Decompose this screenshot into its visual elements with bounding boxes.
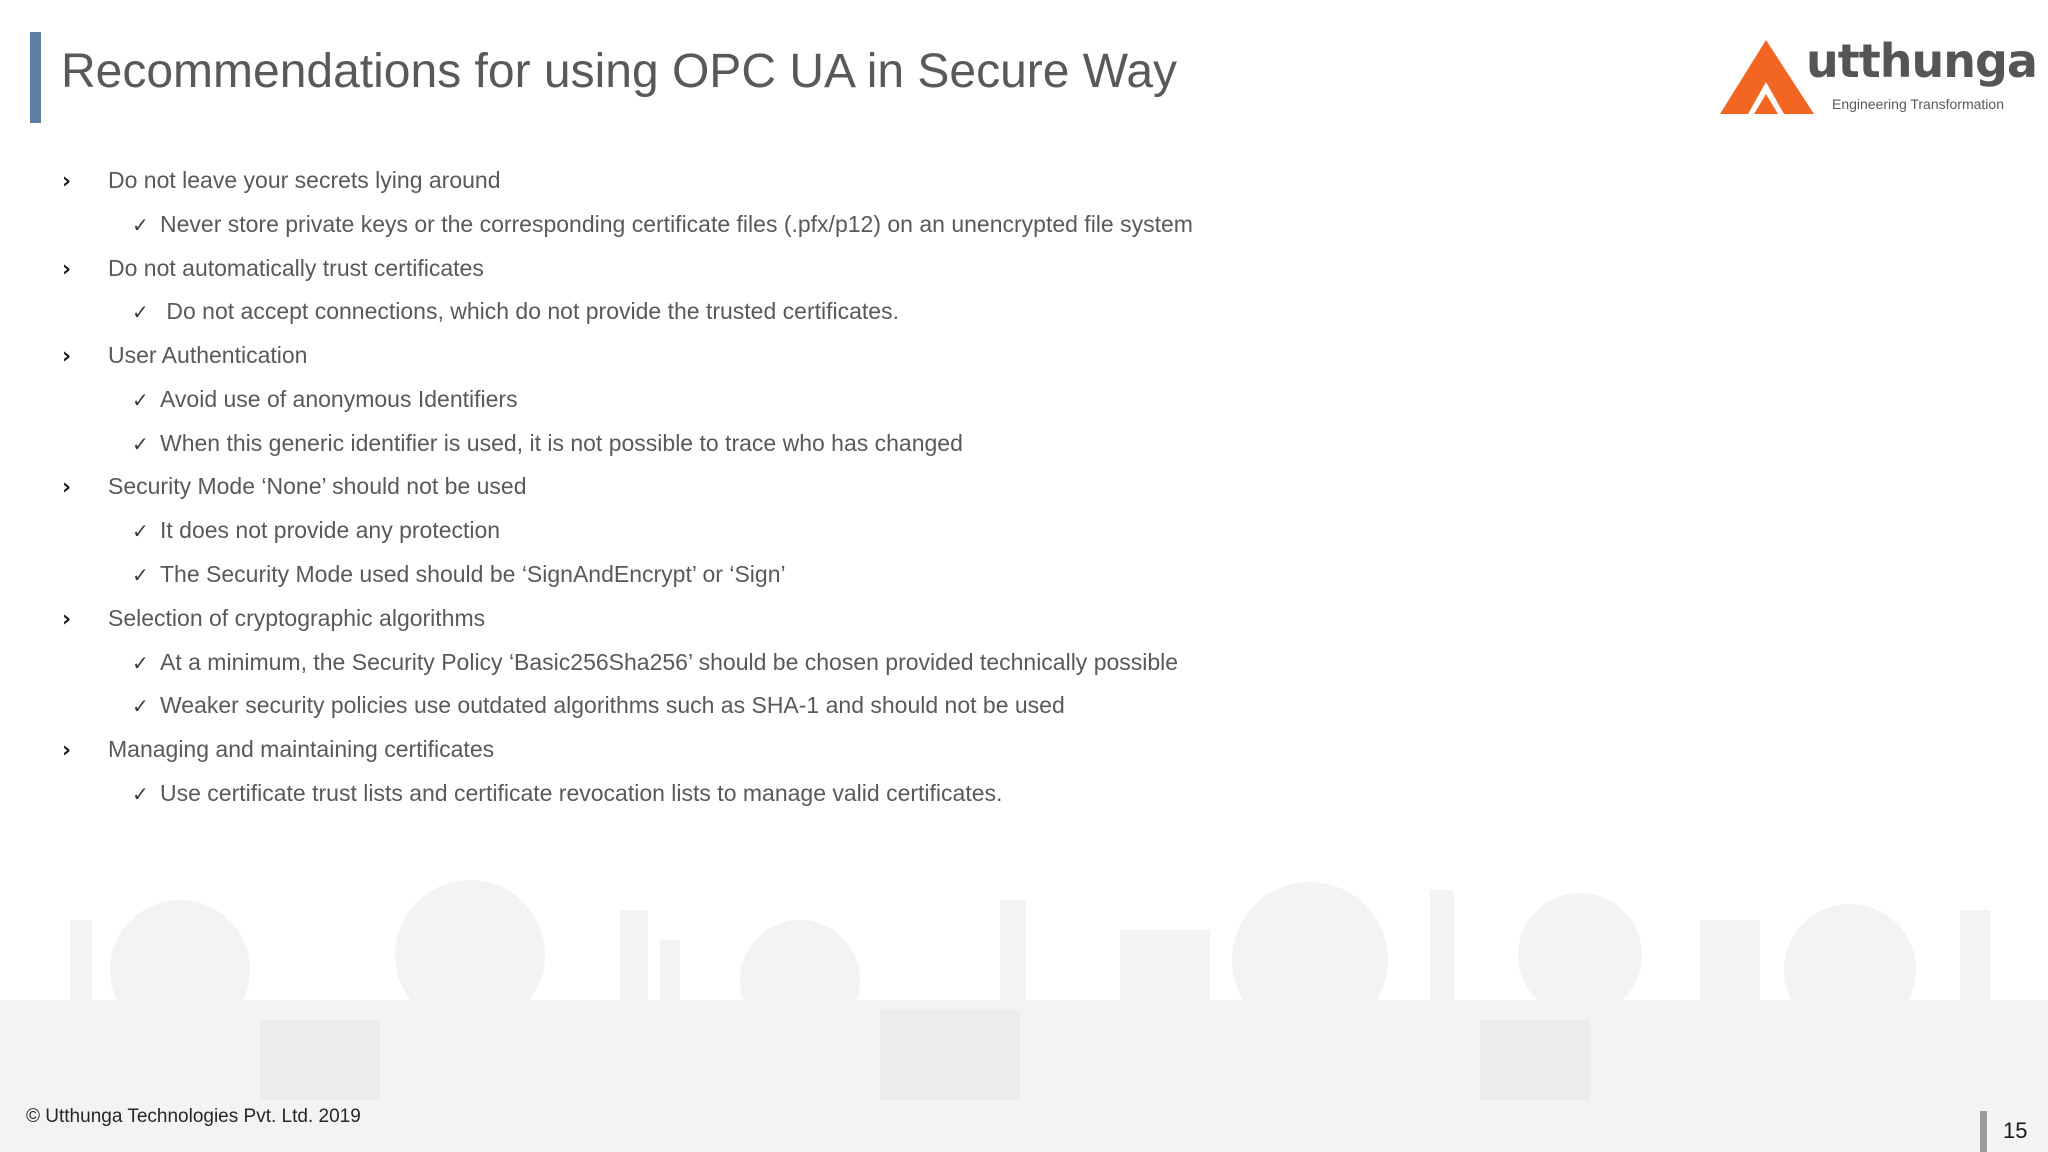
sub-bullet-item bbox=[132, 379, 518, 419]
checkmark-icon: ✓ bbox=[132, 432, 149, 456]
bullet-text: Do not accept connections, which do not provide the trusted certificates. bbox=[160, 298, 899, 324]
chevron-right-icon: › bbox=[62, 738, 72, 763]
bullet-text: Avoid use of anonymous Identifiers bbox=[160, 386, 518, 412]
bullet-text: It does not provide any protection bbox=[160, 517, 501, 543]
bullet-text: When this generic identifier is used, it is not possible to trace who has changed bbox=[160, 430, 963, 456]
bullet-text: Managing and maintaining certificates bbox=[108, 736, 495, 762]
checkmark-icon: ✓ bbox=[132, 651, 149, 675]
company-logo bbox=[1718, 34, 2037, 118]
bullet-text: Do not automatically trust certificates bbox=[108, 255, 484, 281]
sub-bullet-item bbox=[132, 423, 963, 463]
bullet-item bbox=[62, 466, 527, 506]
bullet-item bbox=[62, 598, 485, 638]
bullet-text: Never store private keys or the corresponding certificate files (.pfx/p12) on an unencrypted file system bbox=[160, 211, 1193, 237]
bullet-text: Weaker security policies use outdated algorithms such as SHA-1 and should not be used bbox=[160, 692, 1065, 718]
bullet-item bbox=[62, 729, 494, 769]
chevron-right-icon: › bbox=[62, 169, 72, 194]
logo-tagline: Engineering Transformation bbox=[1832, 96, 2004, 112]
bullet-item bbox=[62, 160, 501, 200]
bullet-text: The Security Mode used should be ‘SignAndEncrypt’ or ‘Sign’ bbox=[160, 561, 786, 587]
bullet-item bbox=[62, 335, 307, 375]
sub-bullet-item bbox=[132, 642, 1178, 682]
bullet-text: Security Mode ‘None’ should not be used bbox=[108, 473, 527, 499]
logo-wordmark: utthunga bbox=[1806, 34, 2037, 88]
chevron-right-icon: › bbox=[62, 475, 72, 500]
chevron-right-icon: › bbox=[62, 607, 72, 632]
bullet-text: User Authentication bbox=[108, 342, 308, 368]
sub-bullet-item bbox=[132, 291, 899, 331]
footer-copyright: © Utthunga Technologies Pvt. Ltd. 2019 bbox=[26, 1106, 361, 1127]
checkmark-icon: ✓ bbox=[132, 563, 149, 587]
chevron-right-icon: › bbox=[62, 257, 72, 282]
checkmark-icon: ✓ bbox=[132, 213, 149, 237]
checkmark-icon: ✓ bbox=[132, 694, 149, 718]
slide-title: Recommendations for using OPC UA in Secure Way bbox=[61, 45, 1178, 98]
logo-triangle-icon bbox=[1718, 38, 1818, 118]
sub-bullet-item bbox=[132, 773, 1002, 813]
sub-bullet-item bbox=[132, 204, 1193, 244]
checkmark-icon: ✓ bbox=[132, 300, 149, 324]
checkmark-icon: ✓ bbox=[132, 782, 149, 806]
sub-bullet-item bbox=[132, 510, 500, 550]
chevron-right-icon: › bbox=[62, 344, 72, 369]
page-number: 15 bbox=[2003, 1118, 2028, 1143]
bullet-text: Use certificate trust lists and certificate revocation lists to manage valid certificates. bbox=[160, 780, 1003, 806]
bullet-text: At a minimum, the Security Policy ‘Basic256Sha256’ should be chosen provided technically possible bbox=[160, 649, 1179, 675]
title-accent-bar bbox=[30, 32, 41, 123]
sub-bullet-item bbox=[132, 554, 786, 594]
page-number-bar bbox=[1980, 1111, 1987, 1152]
checkmark-icon: ✓ bbox=[132, 519, 149, 543]
bullet-item bbox=[62, 248, 484, 288]
sub-bullet-item bbox=[132, 685, 1065, 725]
checkmark-icon: ✓ bbox=[132, 388, 149, 412]
bullet-text: Selection of cryptographic algorithms bbox=[108, 605, 486, 631]
bullet-text: Do not leave your secrets lying around bbox=[108, 167, 501, 193]
